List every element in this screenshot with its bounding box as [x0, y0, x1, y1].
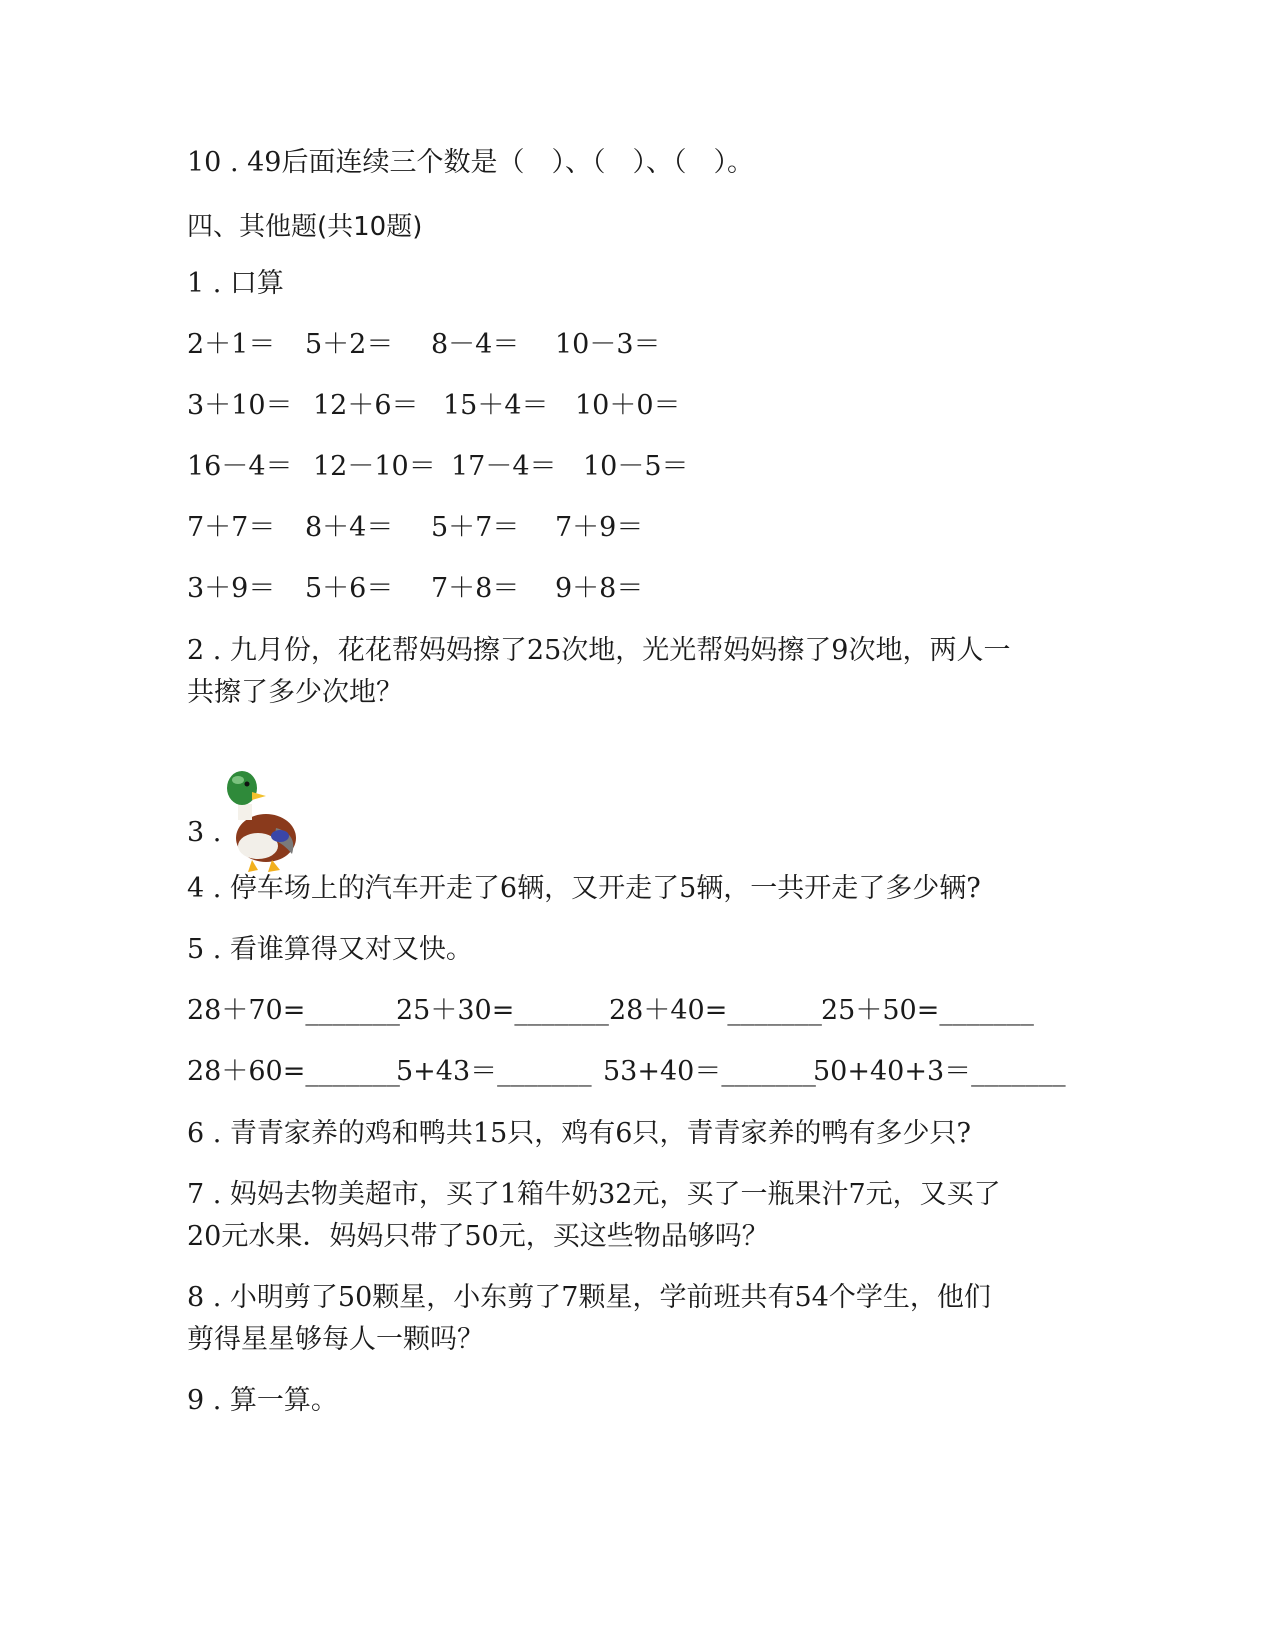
equation-blank: 28＋40=_______	[609, 995, 822, 1026]
question-4: 4 . 停车场上的汽车开走了6辆，又开走了5辆，一共开走了多少辆?	[187, 873, 981, 904]
question-7-line-2: 20元水果．妈妈只带了50元，买这些物品够吗？	[187, 1221, 769, 1252]
equation: 12＋6＝	[313, 390, 419, 421]
question-5-title: 5 . 看谁算得又对又快。	[187, 934, 473, 965]
equation-blank: 53+40＝_______	[603, 1056, 816, 1087]
question-6: 6 . 青青家养的鸡和鸭共15只，鸡有6只，青青家养的鸭有多少只?	[187, 1118, 971, 1149]
equation: 7＋8＝	[431, 573, 520, 604]
equation: 8－4＝	[431, 329, 520, 360]
equation: 2＋1＝	[187, 329, 276, 360]
equation: 15＋4＝	[443, 390, 549, 421]
equation-blank: 25＋50=_______	[821, 995, 1034, 1026]
question-7-line-1: 7 . 妈妈去物美超市，买了1箱牛奶32元，买了一瓶果汁7元，又买了	[187, 1179, 1001, 1210]
equation: 10－3＝	[555, 329, 661, 360]
question-9: 9 . 算一算。	[187, 1385, 338, 1416]
equation: 10＋0＝	[575, 390, 681, 421]
question-1-title: 1 . 口算	[187, 268, 284, 299]
equation: 3＋9＝	[187, 573, 276, 604]
question-3-label: 3 .	[187, 817, 222, 848]
duck-icon	[218, 766, 302, 876]
equation: 7＋7＝	[187, 512, 276, 543]
equation: 9＋8＝	[555, 573, 644, 604]
equation: 17－4＝	[451, 451, 557, 482]
section-title: 四、其他题(共10题)	[187, 212, 423, 242]
equation: 10－5＝	[583, 451, 689, 482]
question-2-line-1: 2 . 九月份，花花帮妈妈擦了25次地，光光帮妈妈擦了9次地，两人一	[187, 635, 1011, 666]
equation-blank: 50+40+3＝_______	[813, 1056, 1066, 1087]
question-8-line-2: 剪得星星够每人一颗吗？	[187, 1324, 484, 1355]
equation: 5＋7＝	[431, 512, 520, 543]
equation: 5＋2＝	[305, 329, 394, 360]
question-8-line-1: 8 . 小明剪了50颗星，小东剪了7颗星，学前班共有54个学生，他们	[187, 1282, 991, 1313]
equation-blank: 28＋60=_______	[187, 1056, 400, 1087]
equation: 3＋10＝	[187, 390, 293, 421]
equation-blank: 28＋70=_______	[187, 995, 400, 1026]
equation: 8＋4＝	[305, 512, 394, 543]
question-10: 10 . 49后面连续三个数是（ ）、（ ）、（ ）。	[187, 147, 754, 178]
equation: 16－4＝	[187, 451, 293, 482]
equation-blank: 25＋30=_______	[396, 995, 609, 1026]
equation: 5＋6＝	[305, 573, 394, 604]
equation: 7＋9＝	[555, 512, 644, 543]
equation-blank: 5+43＝_______	[396, 1056, 592, 1087]
equation: 12－10＝	[313, 451, 436, 482]
question-2-line-2: 共擦了多少次地？	[187, 677, 403, 708]
